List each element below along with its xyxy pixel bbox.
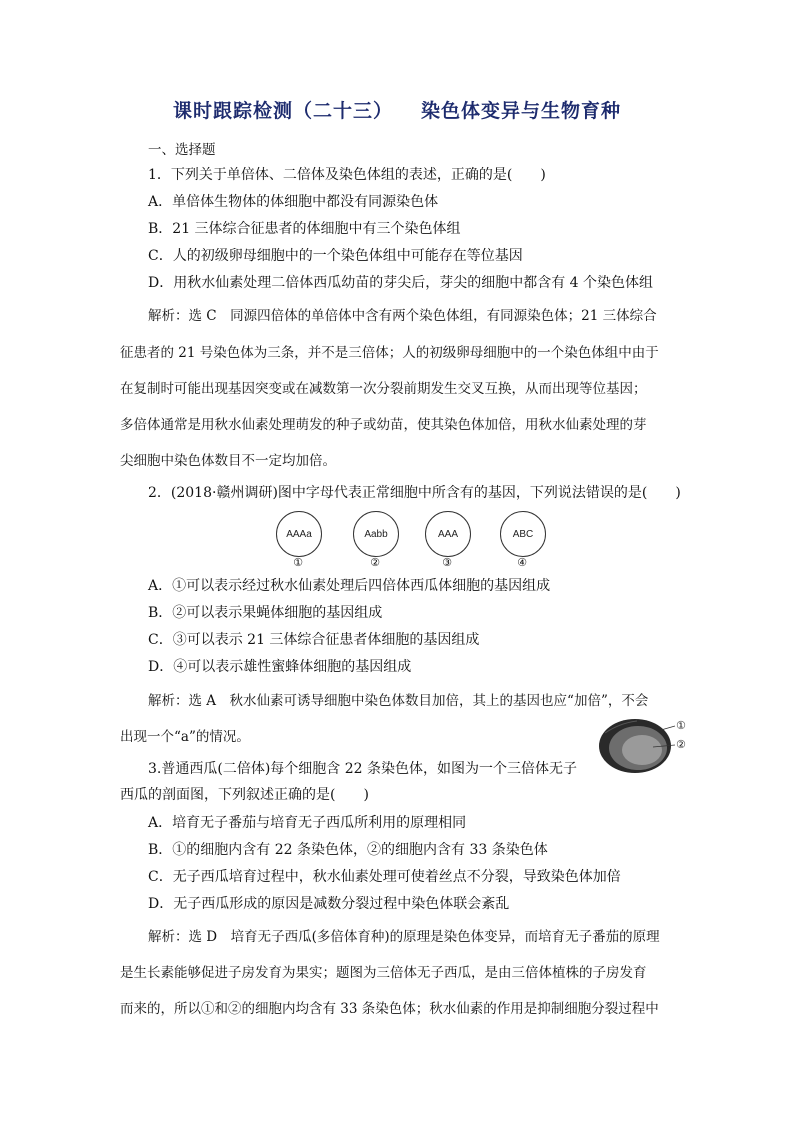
q3-option-c: C．无子西瓜培育过程中，秋水仙素处理可使着丝点不分裂，导致染色体加倍 <box>148 869 621 885</box>
q1-option-b: B．21 三体综合征患者的体细胞中有三个染色体组 <box>148 221 461 237</box>
section-heading: 一、选择题 <box>148 142 216 158</box>
q2-option-a: A．①可以表示经过秋水仙素处理后四倍体西瓜体细胞的基因组成 <box>148 578 551 594</box>
q1-analysis-line-5: 尖细胞中染色体数目不一定均加倍。 <box>120 453 336 469</box>
q1-analysis-line-1: 解析：选 C 同源四倍体的单倍体中含有两个染色体组，有同源染色体；21 三体综合 <box>148 308 657 324</box>
q1-option-a: A．单倍体生物体的体细胞中都没有同源染色体 <box>148 194 439 210</box>
q1-analysis-line-2: 征患者的 21 号染色体为三条，并不是三倍体；人的初级卵母细胞中的一个染色体组中由于 <box>120 345 659 361</box>
q2-analysis-line-1: 解析：选 A 秋水仙素可诱导细胞中染色体数目加倍，其上的基因也应“加倍”，不会 <box>148 693 649 709</box>
q1-option-d: D．用秋水仙素处理二倍体西瓜幼苗的芽尖后，芽尖的细胞中都含有 4 个染色体组 <box>148 275 654 291</box>
title-left: 课时跟踪检测（二十三） <box>172 100 393 122</box>
q1-analysis-line-3: 在复制时可能出现基因突变或在减数第一次分裂前期发生交叉互换，从而出现等位基因； <box>120 381 647 397</box>
q1-analysis-line-4: 多倍体通常是用秋水仙素处理萌发的种子或幼苗，使其染色体加倍，用秋水仙素处理的芽 <box>120 417 647 433</box>
q3-stem-line-1: 3.普通西瓜(二倍体)每个细胞含 22 条染色体，如图为一个三倍体无子 <box>148 761 577 777</box>
q2-option-d: D．④可以表示雄性蜜蜂体细胞的基因组成 <box>148 659 412 675</box>
q3-analysis-line-2: 是生长素能够促进子房发育为果实；题图为三倍体无子西瓜，是由三倍体植株的子房发育 <box>120 965 647 981</box>
q3-analysis-line-1: 解析：选 D 培育无子西瓜(多倍体育种)的原理是染色体变异，而培育无子番茄的原理 <box>148 929 660 945</box>
q3-option-d: D．无子西瓜形成的原因是减数分裂过程中染色体联会紊乱 <box>148 896 510 912</box>
q2-analysis-line-2: 出现一个“a”的情况。 <box>120 729 250 745</box>
q3-option-a: A．培育无子番茄与培育无子西瓜所利用的原理相同 <box>148 815 467 831</box>
marker-line-1 <box>661 726 675 730</box>
q3-option-b: B．①的细胞内含有 22 条染色体，②的细胞内含有 33 条染色体 <box>148 842 548 858</box>
gene-circle-1: AAAa <box>276 511 322 557</box>
gene-circle-3: AAA <box>425 511 471 557</box>
page-title <box>0 96 794 123</box>
title-right: 染色体变异与生物育种 <box>421 100 622 122</box>
q2-option-c: C．③可以表示 21 三体综合征患者体细胞的基因组成 <box>148 632 480 648</box>
q1-stem: 1．下列关于单倍体、二倍体及染色体组的表述，正确的是( ) <box>148 167 546 183</box>
q2-stem: 2．(2018·赣州调研)图中字母代表正常细胞中所含有的基因，下列说法错误的是( ) <box>148 485 681 501</box>
gene-circle-4: ABC <box>500 511 546 557</box>
q3-analysis-line-3: 而来的，所以①和②的细胞内均含有 33 条染色体；秋水仙素的作用是抑制细胞分裂过程中 <box>120 1001 659 1017</box>
gene-circle-1-number: ① <box>293 556 303 569</box>
gene-circle-2-number: ② <box>370 556 380 569</box>
watermelon-core <box>622 735 662 765</box>
gene-circle-3-number: ③ <box>442 556 452 569</box>
watermelon-marker-2: ② <box>676 738 686 751</box>
gene-circle-2: Aabb <box>353 511 399 557</box>
watermelon-marker-1: ① <box>676 719 686 732</box>
gene-circles-figure <box>270 511 570 571</box>
gene-circle-4-number: ④ <box>517 556 527 569</box>
q2-option-b: B．②可以表示果蝇体细胞的基因组成 <box>148 605 383 621</box>
q3-stem-line-2: 西瓜的剖面图，下列叙述正确的是( ) <box>120 787 369 803</box>
q1-option-c: C．人的初级卵母细胞中的一个染色体组中可能存在等位基因 <box>148 248 523 264</box>
